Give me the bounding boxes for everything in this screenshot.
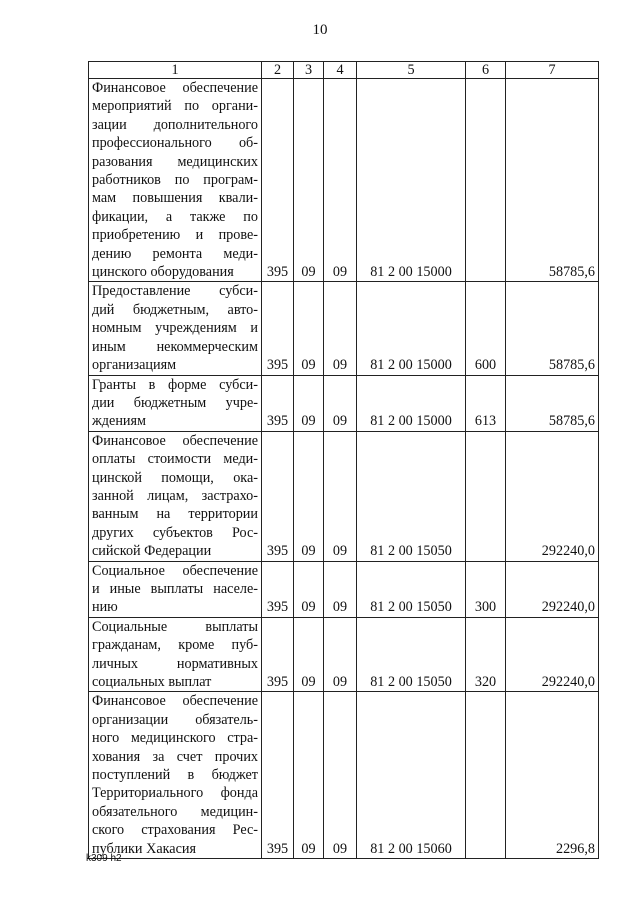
item-name-line: занной лицам, застрахо- — [92, 487, 258, 504]
item-name-line: Территориального фонда — [92, 785, 258, 802]
cell-expense-type: 600 — [466, 282, 506, 375]
cell-subsection: 09 — [324, 282, 357, 375]
cell-grbs: 395 — [262, 617, 294, 692]
item-name-line: и иные выплаты населе- — [92, 580, 258, 597]
cell-target-article: 81 2 00 15000 — [357, 79, 466, 282]
item-name-line: ного медицинского стра- — [92, 730, 258, 747]
item-name-line: фикации, а также по — [92, 208, 258, 225]
item-name-line: мероприятий по органи- — [92, 98, 258, 115]
column-header: 5 — [357, 62, 466, 79]
item-name-line: социальных выплат — [92, 674, 212, 690]
cell-item-name — [89, 692, 262, 859]
column-header: 6 — [466, 62, 506, 79]
table-row — [89, 561, 599, 617]
header-row — [89, 62, 599, 79]
cell-section: 09 — [294, 375, 324, 431]
cell-amount: 2296,8 — [506, 692, 599, 859]
item-name-line: сийской Федерации — [92, 543, 212, 560]
cell-amount: 292240,0 — [506, 617, 599, 692]
cell-target-article: 81 2 00 15060 — [357, 692, 466, 859]
table-row — [89, 692, 599, 859]
page-number: 10 — [312, 22, 328, 38]
cell-subsection: 09 — [324, 79, 357, 282]
cell-subsection: 09 — [324, 617, 357, 692]
item-name-line: дению ремонта меди- — [92, 245, 258, 262]
item-name-line: Социальное обеспечение — [92, 562, 258, 579]
cell-item-name — [89, 617, 262, 692]
cell-target-article: 81 2 00 15050 — [357, 431, 466, 561]
item-name-line: работников по програм- — [92, 172, 258, 189]
item-name-line: Гранты в форме субси- — [92, 376, 258, 393]
item-name-line: иным некоммерческим — [92, 338, 258, 355]
item-name-line: мам повышения квали- — [92, 190, 258, 207]
table-row — [89, 282, 599, 375]
cell-target-article: 81 2 00 15000 — [357, 282, 466, 375]
cell-amount: 58785,6 — [506, 375, 599, 431]
item-name-line: приобретению и прове- — [92, 227, 258, 244]
cell-grbs: 395 — [262, 431, 294, 561]
item-name-line: оплаты стоимости меди- — [92, 451, 258, 468]
cell-subsection: 09 — [324, 375, 357, 431]
item-name-line: публики Хакасия — [92, 840, 197, 857]
item-name-line: гражданам, кроме пуб- — [92, 637, 258, 654]
cell-grbs: 395 — [262, 561, 294, 617]
table-row — [89, 617, 599, 692]
footer-code: k309 h2 — [86, 853, 122, 864]
table-row — [89, 431, 599, 561]
item-name-line: ждениям — [92, 413, 147, 430]
item-name-line: обязательного медицин- — [92, 803, 258, 820]
cell-section: 09 — [294, 692, 324, 859]
item-name-line: хования за счет прочих — [92, 748, 258, 765]
table-row — [89, 375, 599, 431]
cell-item-name — [89, 431, 262, 561]
item-name-line: организации обязатель- — [92, 711, 258, 728]
column-header: 1 — [89, 62, 262, 79]
item-name-line: нию — [92, 599, 118, 616]
item-name-line: номным учреждениям и — [92, 320, 258, 337]
cell-expense-type — [466, 79, 506, 282]
cell-subsection: 09 — [324, 431, 357, 561]
cell-amount: 58785,6 — [506, 282, 599, 375]
cell-expense-type — [466, 431, 506, 561]
cell-item-name — [89, 79, 262, 282]
item-name-line: Финансовое обеспечение — [92, 80, 258, 96]
column-header: 4 — [324, 62, 357, 79]
item-name-line: цинского оборудования — [92, 264, 234, 281]
cell-section: 09 — [294, 561, 324, 617]
cell-section: 09 — [294, 79, 324, 282]
item-name-line: Финансовое обеспечение — [92, 693, 258, 710]
item-name-line: Социальные выплаты — [92, 618, 258, 635]
cell-section: 09 — [294, 431, 324, 561]
item-name-line: других субъектов Рос- — [92, 524, 258, 541]
cell-expense-type — [466, 692, 506, 859]
table-row — [89, 79, 599, 282]
cell-amount: 58785,6 — [506, 79, 599, 282]
cell-target-article: 81 2 00 15050 — [357, 617, 466, 692]
cell-item-name — [89, 375, 262, 431]
cell-section: 09 — [294, 617, 324, 692]
cell-subsection: 09 — [324, 561, 357, 617]
cell-expense-type: 320 — [466, 617, 506, 692]
item-name-line: поступлений в бюджет — [92, 767, 258, 784]
column-header: 3 — [294, 62, 324, 79]
item-name-line: цинской помощи, ока- — [92, 469, 258, 486]
column-header: 7 — [506, 62, 599, 79]
cell-subsection: 09 — [324, 692, 357, 859]
cell-target-article: 81 2 00 15000 — [357, 375, 466, 431]
cell-section: 09 — [294, 282, 324, 375]
cell-grbs: 395 — [262, 692, 294, 859]
budget-table — [88, 61, 599, 859]
cell-grbs: 395 — [262, 282, 294, 375]
cell-target-article: 81 2 00 15050 — [357, 561, 466, 617]
cell-grbs: 395 — [262, 79, 294, 282]
item-name-line: ского страхования Рес- — [92, 822, 258, 839]
item-name-line: зации дополнительного — [92, 116, 258, 133]
item-name-line: ванным на территории — [92, 506, 258, 523]
column-header: 2 — [262, 62, 294, 79]
cell-expense-type: 613 — [466, 375, 506, 431]
item-name-line: разования медицинских — [92, 153, 258, 170]
cell-item-name — [89, 561, 262, 617]
cell-grbs: 395 — [262, 375, 294, 431]
item-name-line: личных нормативных — [92, 655, 258, 672]
cell-amount: 292240,0 — [506, 431, 599, 561]
item-name-line: дий бюджетным, авто- — [92, 301, 258, 318]
table-body — [89, 79, 599, 859]
cell-item-name — [89, 282, 262, 375]
item-name-line: организациям — [92, 357, 177, 374]
item-name-line: дии бюджетным учре- — [92, 394, 258, 411]
item-name-line: Предоставление субси- — [92, 283, 258, 300]
cell-amount: 292240,0 — [506, 561, 599, 617]
item-name-line: Финансовое обеспечение — [92, 432, 258, 449]
item-name-line: профессионального об- — [92, 135, 258, 152]
cell-expense-type: 300 — [466, 561, 506, 617]
